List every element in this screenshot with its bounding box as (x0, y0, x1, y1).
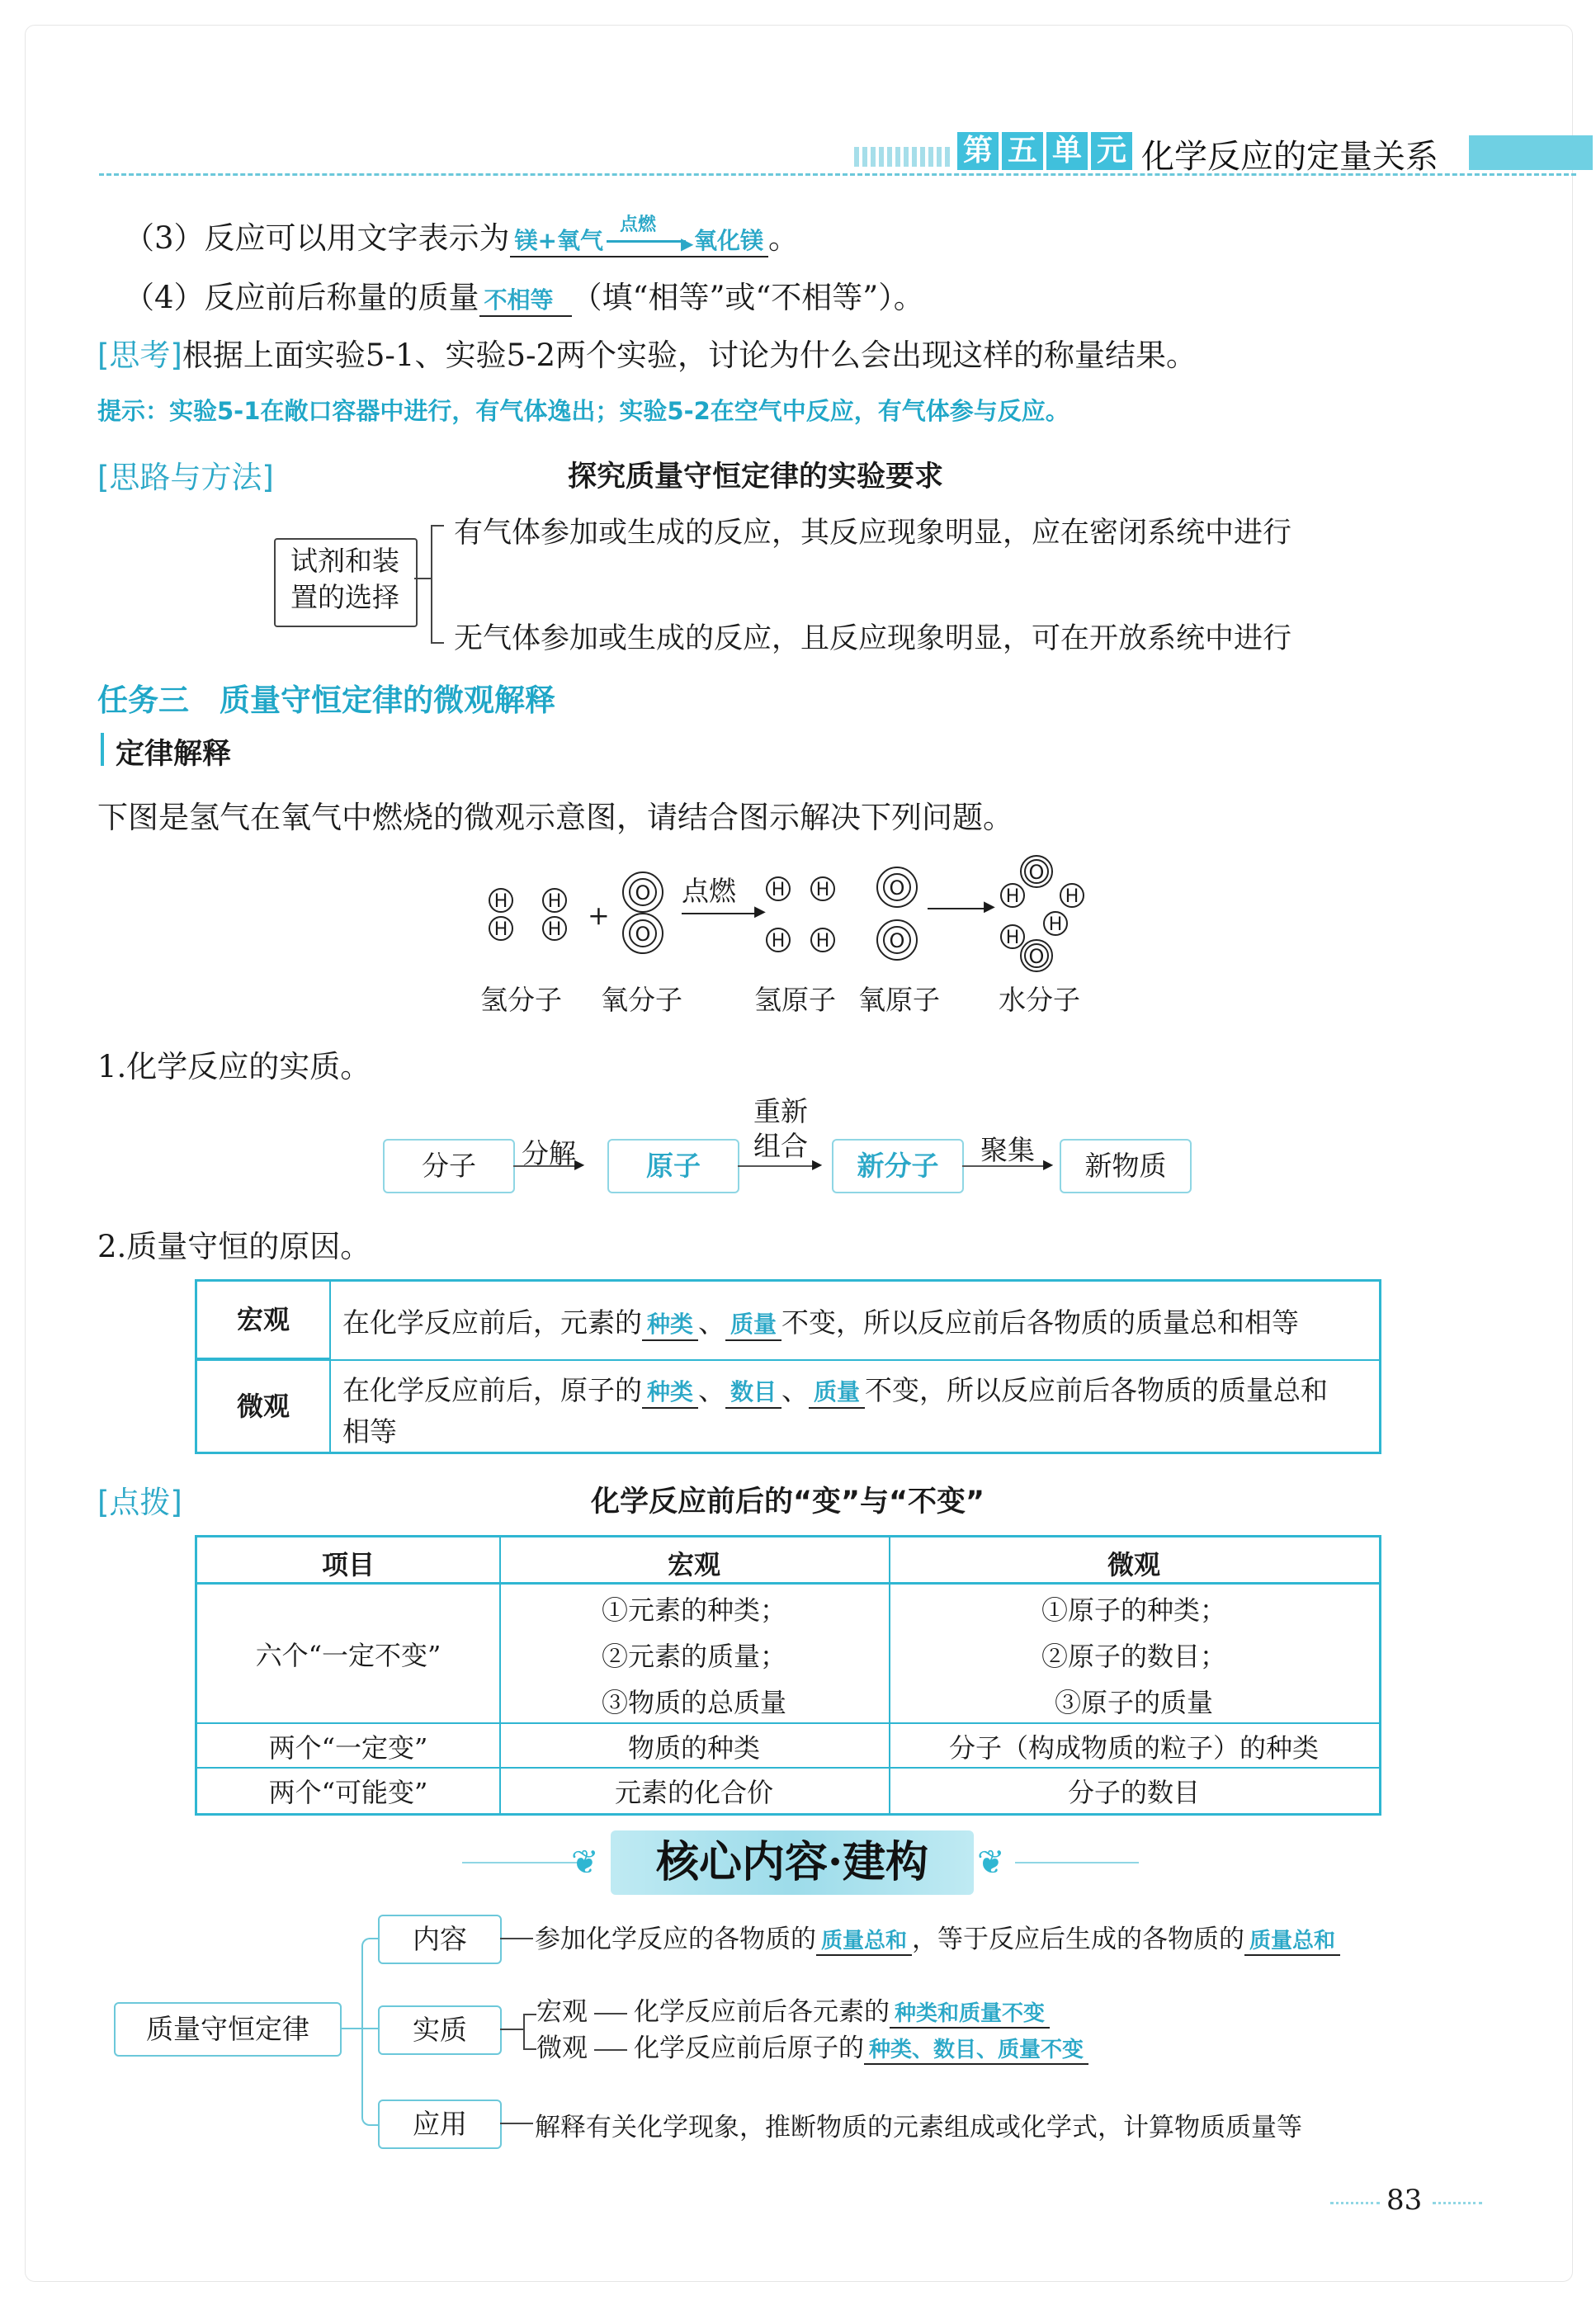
tip-header-item: 项目 (321, 1549, 375, 1580)
header-dots-decoration (854, 147, 953, 167)
h-atom: H (810, 928, 835, 952)
banner-line-right (1015, 1862, 1139, 1863)
reason-row-divider (197, 1359, 1379, 1361)
map-brace-small (523, 2014, 536, 2050)
think-label: [思考] (97, 338, 182, 373)
h-atom: H (766, 876, 791, 901)
reason-micro-text: 在化学反应前后，原子的 种类 、 数目 、 质量 不变，所以反应前后各物质的质量总和 (342, 1369, 1328, 1409)
swirl-right-icon: ❦ (977, 1844, 1005, 1882)
flow-arrowhead-3: ▶ (1043, 1156, 1054, 1172)
question-4 (124, 272, 924, 317)
method-label: [思路与方法] (97, 460, 274, 495)
think-text: 根据上面实验5-1、实验5-2两个实验，讨论为什么会出现这样的称量结果。 (182, 338, 1197, 373)
water-h-atom: H (1060, 883, 1084, 908)
micro-answer-3: 质量 (809, 1374, 865, 1409)
q3-condition: 点燃 (620, 214, 657, 235)
tip-header-micro: 微观 (1107, 1549, 1160, 1580)
task3-heading: 任务三 质量守恒定律的微观解释 (97, 683, 555, 718)
map-content-text: 参加化学反应的各物质的 质量总和 ，等于反应后生成的各物质的 质量总和 (535, 1918, 1340, 1956)
o-atom: O (876, 919, 918, 961)
tip-title: 化学反应前后的“变”与“不变” (591, 1485, 985, 1519)
brace (431, 525, 444, 644)
map-node-essence: 实质 (378, 2005, 502, 2055)
water-o-atom: O (1020, 939, 1053, 972)
tip-label: [点拨] (97, 1485, 182, 1520)
reaction-arrow-1 (682, 913, 761, 914)
reason-micro-text-2: 相等 (342, 1415, 397, 1448)
h-atom: H (489, 888, 513, 913)
q3-end: 。 (768, 220, 800, 256)
q3-text: （3）反应可以用文字表示为 (124, 220, 510, 256)
q3-answer-left: 镁+氧气 (514, 227, 604, 254)
o-atom: O (622, 871, 663, 913)
macro-answer-2: 质量 (725, 1306, 781, 1341)
flow-arrowhead-2: ▶ (812, 1156, 823, 1172)
map-connector-mid (361, 2028, 378, 2029)
map-node-content: 内容 (378, 1915, 502, 1964)
flow-arrow-2 (738, 1165, 815, 1167)
label-water: 水分子 (999, 984, 1080, 1016)
map-essence-micro: 微观 化学反应前后原子的 种类、数目、质量不变 (536, 2027, 1088, 2065)
water-h-atom: H (1000, 924, 1025, 949)
tip-header-macro: 宏观 (667, 1549, 720, 1580)
tip-table (195, 1535, 1381, 1816)
q3-answer-right: 氧化镁 (694, 227, 764, 254)
q3-answer-blank (510, 214, 768, 257)
page-num-dots-left (1330, 2202, 1380, 2204)
o-atom: O (876, 867, 918, 908)
header-dashed-line (99, 173, 1576, 176)
h-atom: H (542, 916, 567, 941)
brace-stem (414, 578, 431, 579)
flow-arrow-label-2: 重新 组合 (753, 1095, 808, 1162)
tip-row2-item: 两个“一定变” (268, 1732, 428, 1764)
condition-label: 点燃 (682, 875, 736, 907)
flow-box-molecule: 分子 (383, 1139, 515, 1193)
diagram-intro: 下图是氢气在氧气中燃烧的微观示意图，请结合图示解决下列问题。 (97, 800, 1013, 835)
swirl-left-icon: ❦ (571, 1844, 599, 1882)
tip-row2-macro: 物质的种类 (627, 1732, 760, 1764)
tip-row3-micro: 分子的数目 (1067, 1777, 1200, 1808)
unit-char-1: 第 (957, 132, 999, 170)
unit-char-2: 五 (1002, 132, 1043, 170)
flow-arrow-1 (513, 1165, 578, 1167)
q4-answer: 不相等 (479, 282, 572, 317)
method-line-1: 有气体参加或生成的反应，其反应现象明显，应在密闭系统中进行 (454, 517, 1292, 550)
essence-heading: 1.化学反应的实质。 (97, 1049, 371, 1084)
tip-row3-macro: 元素的化合价 (614, 1777, 773, 1808)
plus-sign: + (588, 900, 610, 931)
flow-arrow-label-1: 分解 (522, 1137, 576, 1169)
question-3 (124, 213, 799, 257)
water-h-atom: H (1043, 911, 1068, 936)
arrow-head-1: ▶ (754, 903, 766, 920)
h-atom: H (810, 876, 835, 901)
map-essence-answer-1: 种类和质量不变 (890, 1996, 1050, 2029)
reason-label-macro: 宏观 (197, 1282, 331, 1359)
reason-macro-text: 在化学反应前后，元素的 种类 、 质量 不变，所以反应前后各物质的质量总和相等 (342, 1301, 1299, 1341)
label-o-atom: 氧原子 (858, 984, 940, 1016)
method-box-text: 试剂和装置的选择 (290, 545, 399, 613)
map-content-answer-1: 质量总和 (816, 1924, 912, 1956)
micro-answer-2: 数目 (725, 1374, 781, 1409)
arrow-head-2: ▶ (984, 898, 995, 915)
map-essence-macro: 宏观 化学反应前后各元素的 种类和质量不变 (536, 1991, 1050, 2029)
flow-box-new-molecule: 新分子 (832, 1139, 964, 1193)
tip-row3-item: 两个“可能变” (268, 1777, 428, 1808)
h-atom: H (489, 916, 513, 941)
tip-row1-macro: ①元素的种类； ②元素的质量； ③物质的总质量 (601, 1594, 786, 1718)
map-content-answer-2: 质量总和 (1244, 1924, 1340, 1956)
unit-char-3: 单 (1046, 132, 1088, 170)
method-title: 探究质量守恒定律的实验要求 (568, 461, 944, 494)
micro-answer-1: 种类 (642, 1374, 698, 1409)
map-line (500, 2029, 523, 2030)
flow-arrow-3 (962, 1165, 1048, 1167)
q4-text: （4）反应前后称量的质量 (124, 280, 479, 315)
flow-arrowhead-1: ▶ (574, 1156, 585, 1172)
reason-heading: 2.质量守恒的原因。 (97, 1229, 371, 1264)
map-root: 质量守恒定律 (114, 2002, 342, 2057)
unit-char-4: 元 (1091, 132, 1132, 170)
o-atom: O (622, 913, 663, 954)
flow-arrow-label-3: 聚集 (980, 1134, 1035, 1166)
page-num-dots-right (1433, 2202, 1482, 2204)
macro-answer-1: 种类 (642, 1306, 698, 1341)
h-atom: H (542, 888, 567, 913)
map-essence-answer-2: 种类、数目、质量不变 (864, 2033, 1088, 2065)
core-banner: 核心内容·建构 (611, 1830, 974, 1895)
q4-rest: （填“相等”或“不相等”）。 (571, 280, 924, 315)
q3-reaction-arrow: 点燃 ▶ (603, 229, 694, 253)
think-section (97, 330, 1197, 375)
flow-box-atom: 原子 (607, 1139, 739, 1193)
label-h2: 氢分子 (480, 984, 562, 1016)
label-o2: 氧分子 (601, 984, 682, 1016)
method-line-2: 无气体参加或生成的反应，且反应现象明显，可在开放系统中进行 (454, 622, 1292, 655)
h-atom: H (766, 928, 791, 952)
map-connector (340, 2028, 361, 2029)
law-label: 定律解释 (116, 738, 232, 771)
map-line (500, 1938, 533, 1939)
law-label-bar (101, 733, 104, 766)
banner-line-left (462, 1862, 586, 1863)
reaction-arrow-2 (928, 908, 990, 909)
label-h-atom: 氢原子 (754, 984, 836, 1016)
reason-table (195, 1279, 1381, 1454)
reason-label-micro: 微观 (197, 1361, 331, 1452)
map-line (500, 2123, 533, 2124)
map-brace (361, 1938, 380, 2126)
tip-row1-item: 六个“一定不变” (255, 1640, 441, 1671)
chapter-title: 化学反应的定量关系 (1141, 138, 1438, 176)
flow-box-new-substance: 新物质 (1060, 1139, 1192, 1193)
header-bar-decoration (1469, 135, 1593, 170)
water-h-atom: H (1000, 883, 1025, 908)
page-number: 83 (1386, 2184, 1423, 2217)
tip-row1-micro: ①原子的种类； ②原子的数目； ③原子的质量 (1041, 1594, 1226, 1718)
map-node-application: 应用 (378, 2100, 502, 2149)
tip-row2-micro: 分子（构成物质的粒子）的种类 (948, 1732, 1319, 1764)
water-o-atom: O (1020, 855, 1053, 888)
map-application-text: 解释有关化学现象，推断物质的元素组成或化学式，计算物质质量等 (535, 2113, 1302, 2142)
hint-text: 提示：实验5-1在敞口容器中进行，有气体逸出；实验5-2在空气中反应，有气体参与反应。 (97, 397, 1070, 425)
